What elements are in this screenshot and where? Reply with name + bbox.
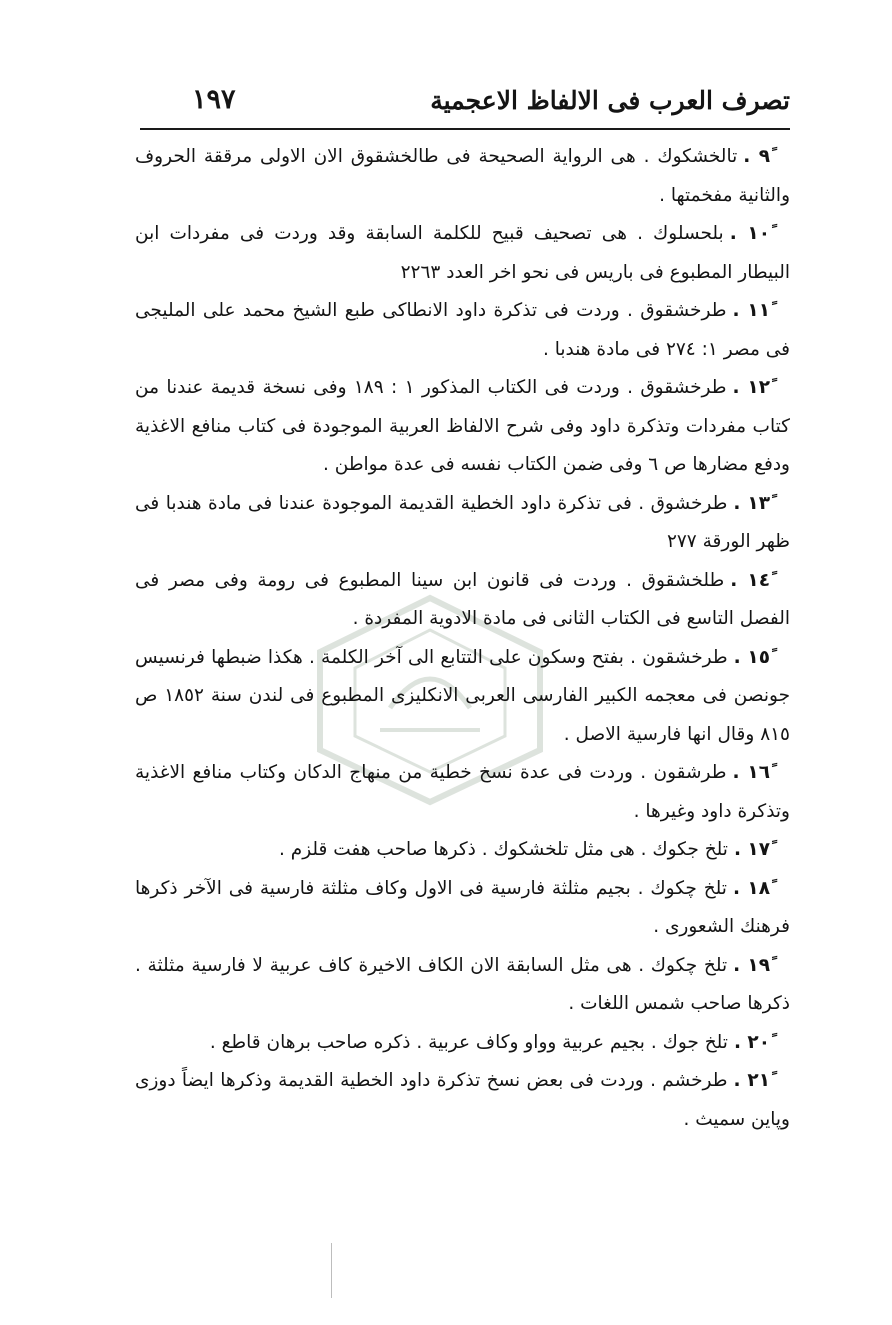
- entry-number: ١١ً .: [732, 300, 771, 321]
- page-header: [140, 84, 790, 128]
- entry-number: ١٩ً .: [733, 954, 770, 976]
- entry-number: ١٧ً .: [733, 839, 770, 860]
- entry-15: [135, 639, 790, 755]
- entry-text: تلخ چكوك . هى مثل السابقة الان الكاف الاخيرة كاف عربية لا فارسية مثلثة . ذكرها صاحب شمس اللغات .: [135, 954, 790, 1014]
- scan-artifact-line: [331, 1243, 332, 1298]
- entry-text: طرخشوق . فى تذكرة داود الخطية القديمة الموجودة عندنا فى مادة هندبا فى ظهر الورقة ٢٧٧: [135, 492, 790, 552]
- running-title: تصرف العرب فى الالفاظ الاعجمية: [430, 86, 790, 115]
- entry-16: [135, 754, 790, 831]
- entry-text: طلخشقوق . وردت فى قانون ابن سينا المطبوع فى رومة وفى مصر فى الفصل التاسع فى الكتاب الثانى فى مادة الادوية المفردة .: [135, 569, 790, 629]
- document-body: [135, 138, 790, 1139]
- entry-text: طرشقون . وردت فى عدة نسخ خطية من منهاج الدكان وكتاب منافع الاغذية وتذكرة داود وغيرها .: [135, 762, 790, 822]
- header-rule: [140, 128, 790, 130]
- entry-17: [135, 831, 790, 870]
- entry-number: ١٤ً .: [730, 569, 770, 591]
- entry-text: تلخ جوك . بجيم عربية وواو وكاف عربية . ذكره صاحب برهان قاطع .: [209, 1031, 728, 1053]
- entry-9: [135, 138, 790, 215]
- entry-text: طرخشقوق . وردت فى تذكرة داود الانطاكى طبع الشيخ محمد على المليجى فى مصر ١: ٢٧٤ فى مادة هندبا .: [135, 300, 790, 360]
- entry-19: [135, 947, 790, 1024]
- entry-number: ١٠ً .: [729, 223, 770, 244]
- entry-text: بلحسلوك . هى تصحيف قبيح للكلمة السابقة وقد وردت فى مفردات ابن البيطار المطبوع فى باريس فى نحو اخر العدد ٢٢٦٣: [135, 223, 790, 283]
- entry-12: [135, 369, 790, 485]
- entry-text: تالخشكوك . هى الرواية الصحيحة فى طالخشقوق الان الاولى مرققة الحروف والثانية مفخمتها .: [135, 146, 790, 206]
- entry-14: [135, 562, 790, 639]
- entry-10: [135, 215, 790, 292]
- entry-text: طرخشقوق . وردت فى الكتاب المذكور ١ : ١٨٩ وفى نسخة قديمة عندنا من كتاب مفردات وتذكرة داود وفى شرح الالفاظ العربية الموجودة فى كتاب منافع الاغذية ودفع مضارها ص ٦ وفى ضمن الكتاب نفسه فى عدة مواطن .: [135, 377, 790, 475]
- entry-number: ١٣ً .: [733, 492, 771, 514]
- entry-number: ١٢ً .: [732, 377, 771, 398]
- entry-text: تلخ چكوك . بجيم مثلثة فارسية فى الاول وكاف مثلثة فارسية فى الآخر ذكرها فرهنك الشعورى .: [135, 877, 790, 937]
- entry-number: ١٨ً .: [732, 877, 770, 899]
- entry-20: [135, 1024, 790, 1063]
- entry-text: طرخشقون . بفتح وسكون على التتابع الى آخر الكلمة . هكذا ضبطها فرنسيس جونصن فى معجمه الكبير الفارسى العربى الانكليزى المطبوع فى لندن سنة ١٨٥٢ ص ٨١٥ وقال انها فارسية الاصل .: [135, 646, 791, 745]
- entry-13: [135, 485, 790, 562]
- entry-number: ١٦ً .: [732, 762, 771, 783]
- entry-11: [135, 292, 790, 369]
- entry-number: ٩ً .: [743, 146, 770, 167]
- entry-18: [135, 870, 790, 947]
- entry-21: [135, 1062, 790, 1139]
- entry-number: ١٥ً .: [733, 646, 770, 668]
- entry-text: طرخشم . وردت فى بعض نسخ تذكرة داود الخطية القديمة وذكرها ايضاً دوزى وپاين سميث .: [135, 1070, 790, 1130]
- page-number: ١٩٧: [192, 84, 236, 115]
- entry-text: تلخ جكوك . هى مثل تلخشكوك . ذكرها صاحب هفت قلزم .: [279, 839, 728, 860]
- entry-number: ٢١ً .: [733, 1070, 771, 1091]
- entry-number: ٢٠ً .: [733, 1031, 770, 1053]
